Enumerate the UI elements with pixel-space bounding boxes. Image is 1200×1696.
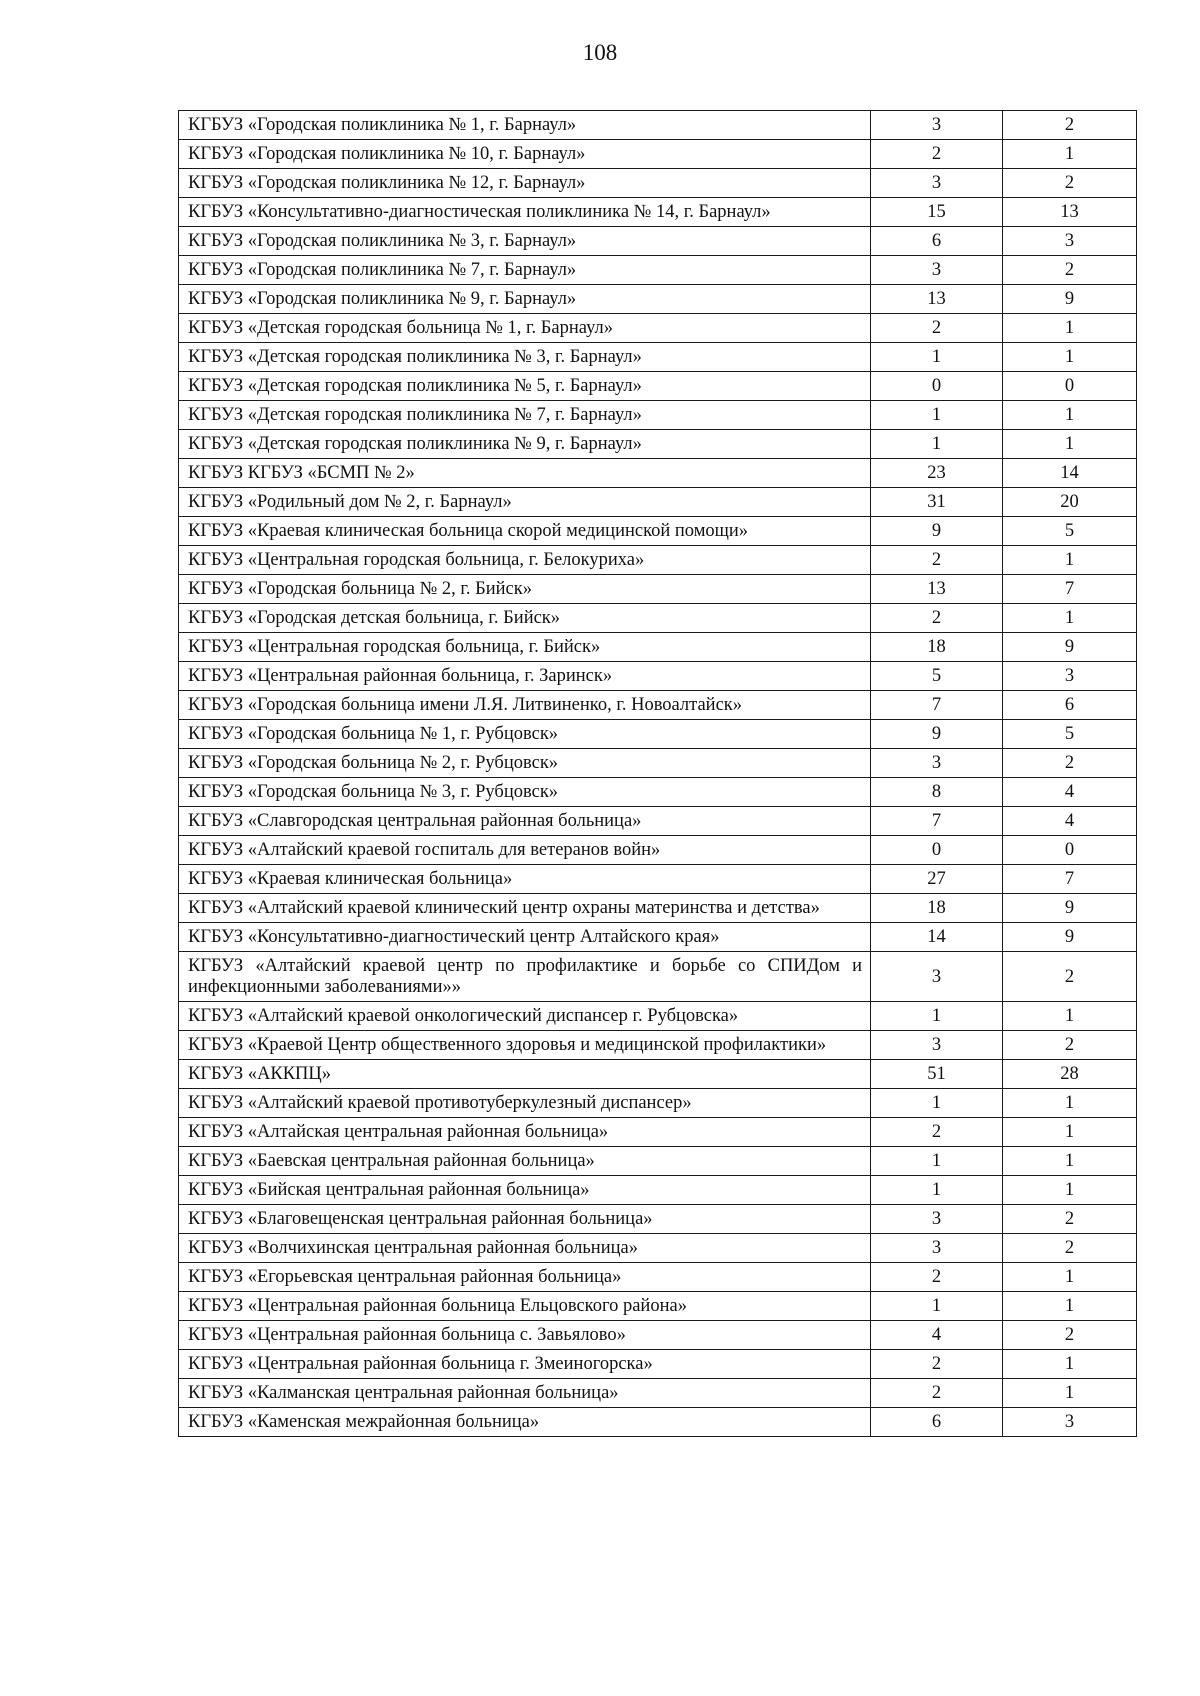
table-row (179, 1205, 1137, 1234)
institution-name-cell: КГБУЗ «Алтайский краевой госпиталь для ветеранов войн» (179, 836, 871, 865)
count-b-cell: 1 (1003, 401, 1137, 430)
table-row (179, 633, 1137, 662)
count-b-cell: 2 (1003, 111, 1137, 140)
table-row (179, 546, 1137, 575)
table-row (179, 517, 1137, 546)
count-b-cell: 1 (1003, 314, 1137, 343)
count-b-cell: 1 (1003, 1292, 1137, 1321)
institution-name-cell: КГБУЗ «Детская городская поликлиника № 3, г. Барнаул» (179, 343, 871, 372)
count-a-cell: 23 (871, 459, 1003, 488)
table-row (179, 575, 1137, 604)
count-b-cell: 7 (1003, 865, 1137, 894)
institution-name-cell: КГБУЗ «Краевая клиническая больница» (179, 865, 871, 894)
table-row (179, 1292, 1137, 1321)
table-row (179, 923, 1137, 952)
count-a-cell: 3 (871, 1234, 1003, 1263)
count-a-cell: 3 (871, 256, 1003, 285)
institution-name-cell: КГБУЗ «Бийская центральная районная больница» (179, 1176, 871, 1205)
count-b-cell: 1 (1003, 1263, 1137, 1292)
institution-name-cell: КГБУЗ «Центральная районная больница с. Завьялово» (179, 1321, 871, 1350)
count-b-cell: 1 (1003, 1176, 1137, 1205)
table-row (179, 285, 1137, 314)
table-row (179, 1002, 1137, 1031)
institution-name-cell: КГБУЗ «Городская больница № 3, г. Рубцовск» (179, 778, 871, 807)
count-a-cell: 13 (871, 575, 1003, 604)
institution-name-cell: КГБУЗ «Консультативно-диагностический центр Алтайского края» (179, 923, 871, 952)
table-row (179, 1118, 1137, 1147)
institution-name-cell: КГБУЗ «Алтайская центральная районная больница» (179, 1118, 871, 1147)
table-row (179, 662, 1137, 691)
institution-name-cell: КГБУЗ «Славгородская центральная районная больница» (179, 807, 871, 836)
count-a-cell: 2 (871, 604, 1003, 633)
count-b-cell: 9 (1003, 633, 1137, 662)
count-a-cell: 2 (871, 1263, 1003, 1292)
institution-name-cell: КГБУЗ «Егорьевская центральная районная больница» (179, 1263, 871, 1292)
count-b-cell: 7 (1003, 575, 1137, 604)
table-row (179, 111, 1137, 140)
institution-name-cell: КГБУЗ КГБУЗ «БСМП № 2» (179, 459, 871, 488)
count-a-cell: 1 (871, 1089, 1003, 1118)
table-row (179, 691, 1137, 720)
table-row (179, 459, 1137, 488)
count-a-cell: 6 (871, 227, 1003, 256)
count-b-cell: 1 (1003, 1147, 1137, 1176)
count-a-cell: 2 (871, 1379, 1003, 1408)
count-a-cell: 14 (871, 923, 1003, 952)
table-row (179, 140, 1137, 169)
count-b-cell: 3 (1003, 1408, 1137, 1437)
count-b-cell: 4 (1003, 807, 1137, 836)
table-body (179, 111, 1137, 1437)
table-row (179, 343, 1137, 372)
count-b-cell: 2 (1003, 749, 1137, 778)
count-b-cell: 3 (1003, 662, 1137, 691)
count-a-cell: 2 (871, 1118, 1003, 1147)
institution-name-cell: КГБУЗ «Калманская центральная районная больница» (179, 1379, 871, 1408)
table-row (179, 372, 1137, 401)
institution-name-cell: КГБУЗ «Городская больница № 1, г. Рубцовск» (179, 720, 871, 749)
institution-name-cell: КГБУЗ «Центральная районная больница г. Змеиногорска» (179, 1350, 871, 1379)
institution-name-cell: КГБУЗ «Алтайский краевой противотуберкулезный диспансер» (179, 1089, 871, 1118)
institution-name-cell: КГБУЗ «АККПЦ» (179, 1060, 871, 1089)
count-a-cell: 4 (871, 1321, 1003, 1350)
count-a-cell: 1 (871, 401, 1003, 430)
count-a-cell: 27 (871, 865, 1003, 894)
count-a-cell: 3 (871, 1205, 1003, 1234)
institution-name-cell: КГБУЗ «Центральная районная больница, г. Заринск» (179, 662, 871, 691)
count-b-cell: 14 (1003, 459, 1137, 488)
institution-name-cell: КГБУЗ «Баевская центральная районная больница» (179, 1147, 871, 1176)
count-b-cell: 13 (1003, 198, 1137, 227)
table-row (179, 1234, 1137, 1263)
count-b-cell: 2 (1003, 1205, 1137, 1234)
count-b-cell: 1 (1003, 1002, 1137, 1031)
count-a-cell: 7 (871, 807, 1003, 836)
count-b-cell: 9 (1003, 923, 1137, 952)
count-b-cell: 2 (1003, 256, 1137, 285)
count-b-cell: 1 (1003, 1379, 1137, 1408)
count-b-cell: 1 (1003, 343, 1137, 372)
institution-name-cell: КГБУЗ «Детская городская больница № 1, г. Барнаул» (179, 314, 871, 343)
count-b-cell: 1 (1003, 546, 1137, 575)
institution-name-cell: КГБУЗ «Городская поликлиника № 12, г. Барнаул» (179, 169, 871, 198)
table-row (179, 488, 1137, 517)
count-b-cell: 0 (1003, 372, 1137, 401)
count-b-cell: 2 (1003, 952, 1137, 1002)
count-b-cell: 2 (1003, 1031, 1137, 1060)
table-row (179, 778, 1137, 807)
institution-name-cell: КГБУЗ «Центральная районная больница Ельцовского района» (179, 1292, 871, 1321)
institution-name-cell: КГБУЗ «Детская городская поликлиника № 5, г. Барнаул» (179, 372, 871, 401)
table-row (179, 1060, 1137, 1089)
table-row (179, 1408, 1137, 1437)
count-a-cell: 1 (871, 430, 1003, 459)
count-b-cell: 3 (1003, 227, 1137, 256)
table-row (179, 1379, 1137, 1408)
table-row (179, 314, 1137, 343)
institution-name-cell: КГБУЗ «Родильный дом № 2, г. Барнаул» (179, 488, 871, 517)
institution-name-cell: КГБУЗ «Благовещенская центральная районная больница» (179, 1205, 871, 1234)
institution-name-cell: КГБУЗ «Городская поликлиника № 3, г. Барнаул» (179, 227, 871, 256)
table-row (179, 169, 1137, 198)
table-row (179, 198, 1137, 227)
institution-name-cell: КГБУЗ «Городская поликлиника № 7, г. Барнаул» (179, 256, 871, 285)
institution-name-cell: КГБУЗ «Алтайский краевой онкологический диспансер г. Рубцовска» (179, 1002, 871, 1031)
count-a-cell: 3 (871, 1031, 1003, 1060)
count-b-cell: 1 (1003, 1350, 1137, 1379)
institution-name-cell: КГБУЗ «Краевая клиническая больница скорой медицинской помощи» (179, 517, 871, 546)
count-a-cell: 1 (871, 1176, 1003, 1205)
count-a-cell: 3 (871, 952, 1003, 1002)
table-row (179, 1350, 1137, 1379)
count-a-cell: 1 (871, 1002, 1003, 1031)
table-row (179, 1321, 1137, 1350)
institution-name-cell: КГБУЗ «Городская поликлиника № 9, г. Барнаул» (179, 285, 871, 314)
institution-name-cell: КГБУЗ «Детская городская поликлиника № 7, г. Барнаул» (179, 401, 871, 430)
count-a-cell: 9 (871, 517, 1003, 546)
institution-name-cell: КГБУЗ «Городская больница № 2, г. Бийск» (179, 575, 871, 604)
count-b-cell: 1 (1003, 430, 1137, 459)
count-a-cell: 0 (871, 372, 1003, 401)
institution-name-cell: КГБУЗ «Детская городская поликлиника № 9, г. Барнаул» (179, 430, 871, 459)
count-b-cell: 1 (1003, 1089, 1137, 1118)
count-a-cell: 0 (871, 836, 1003, 865)
institution-name-cell: КГБУЗ «Волчихинская центральная районная больница» (179, 1234, 871, 1263)
count-a-cell: 1 (871, 343, 1003, 372)
institution-name-cell: КГБУЗ «Городская поликлиника № 1, г. Барнаул» (179, 111, 871, 140)
table-row (179, 1176, 1137, 1205)
count-b-cell: 2 (1003, 1234, 1137, 1263)
count-b-cell: 20 (1003, 488, 1137, 517)
count-a-cell: 8 (871, 778, 1003, 807)
count-a-cell: 18 (871, 894, 1003, 923)
count-b-cell: 6 (1003, 691, 1137, 720)
count-b-cell: 1 (1003, 1118, 1137, 1147)
table-row (179, 604, 1137, 633)
institution-name-cell: КГБУЗ «Городская больница № 2, г. Рубцовск» (179, 749, 871, 778)
count-a-cell: 31 (871, 488, 1003, 517)
count-a-cell: 15 (871, 198, 1003, 227)
table-row (179, 256, 1137, 285)
table-row (179, 1147, 1137, 1176)
page-number: 108 (582, 40, 618, 65)
institution-name-cell: КГБУЗ «Алтайский краевой клинический центр охраны материнства и детства» (179, 894, 871, 923)
table-row (179, 952, 1137, 1002)
institution-name-cell: КГБУЗ «Центральная городская больница, г. Белокуриха» (179, 546, 871, 575)
institution-name-cell: КГБУЗ «Каменская межрайонная больница» (179, 1408, 871, 1437)
count-b-cell: 28 (1003, 1060, 1137, 1089)
table-row (179, 749, 1137, 778)
count-a-cell: 9 (871, 720, 1003, 749)
count-b-cell: 0 (1003, 836, 1137, 865)
table-row (179, 836, 1137, 865)
count-a-cell: 6 (871, 1408, 1003, 1437)
table-row (179, 807, 1137, 836)
table-row (179, 430, 1137, 459)
count-a-cell: 51 (871, 1060, 1003, 1089)
table-row (179, 894, 1137, 923)
data-table (178, 110, 1137, 1437)
count-a-cell: 5 (871, 662, 1003, 691)
count-a-cell: 1 (871, 1292, 1003, 1321)
institution-name-cell: КГБУЗ «Городская больница имени Л.Я. Литвиненко, г. Новоалтайск» (179, 691, 871, 720)
institution-name-cell: КГБУЗ «Алтайский краевой центр по профилактике и борьбе со СПИДом и инфекционными заболеваниями»» (179, 952, 871, 1002)
count-b-cell: 1 (1003, 140, 1137, 169)
institution-name-cell: КГБУЗ «Консультативно-диагностическая поликлиника № 14, г. Барнаул» (179, 198, 871, 227)
table-row (179, 1089, 1137, 1118)
count-a-cell: 2 (871, 546, 1003, 575)
count-b-cell: 4 (1003, 778, 1137, 807)
table-row (179, 720, 1137, 749)
count-a-cell: 2 (871, 1350, 1003, 1379)
count-a-cell: 3 (871, 111, 1003, 140)
count-b-cell: 5 (1003, 720, 1137, 749)
institution-name-cell: КГБУЗ «Городская поликлиника № 10, г. Барнаул» (179, 140, 871, 169)
count-b-cell: 9 (1003, 894, 1137, 923)
institution-name-cell: КГБУЗ «Центральная городская больница, г. Бийск» (179, 633, 871, 662)
table-row (179, 227, 1137, 256)
count-b-cell: 2 (1003, 1321, 1137, 1350)
count-a-cell: 2 (871, 140, 1003, 169)
institution-name-cell: КГБУЗ «Краевой Центр общественного здоровья и медицинской профилактики» (179, 1031, 871, 1060)
table-row (179, 865, 1137, 894)
count-b-cell: 5 (1003, 517, 1137, 546)
count-a-cell: 13 (871, 285, 1003, 314)
count-a-cell: 3 (871, 749, 1003, 778)
count-a-cell: 3 (871, 169, 1003, 198)
count-a-cell: 7 (871, 691, 1003, 720)
count-a-cell: 2 (871, 314, 1003, 343)
count-b-cell: 2 (1003, 169, 1137, 198)
count-a-cell: 1 (871, 1147, 1003, 1176)
institution-name-cell: КГБУЗ «Городская детская больница, г. Бийск» (179, 604, 871, 633)
table-row (179, 1263, 1137, 1292)
count-b-cell: 9 (1003, 285, 1137, 314)
table-row (179, 1031, 1137, 1060)
count-b-cell: 1 (1003, 604, 1137, 633)
table-row (179, 401, 1137, 430)
count-a-cell: 18 (871, 633, 1003, 662)
